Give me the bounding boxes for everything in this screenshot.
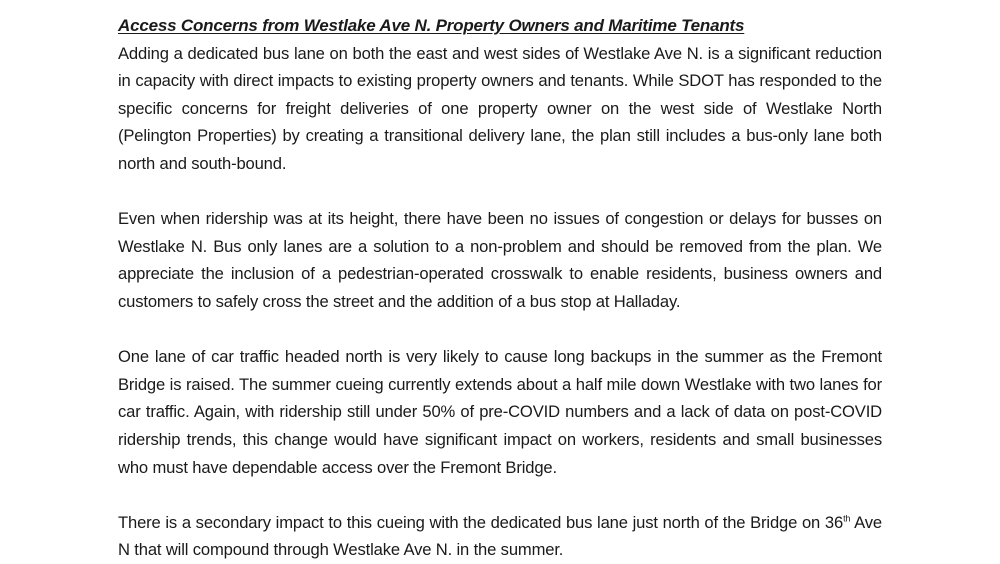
ordinal-superscript: th (843, 513, 851, 524)
paragraph-fremont-bridge-backups: One lane of car traffic headed north is very likely to cause long backups in the summer as the Fremont Bridge is raised. The summer cueing currently extends about a half mile down Westlake with two lanes for car traffic. Again, with ridership still under 50% of pre-COVID numbers and a lack of data on post-COVID ridership trends, this change would have significant impact on workers, residents and small businesses who must have dependable access over the Fremont Bridge. (118, 347, 882, 477)
paragraph-spacer (118, 178, 882, 206)
paragraph-secondary-impact (118, 509, 882, 564)
document-page (118, 12, 882, 564)
paragraph-secondary-impact-text: There is a secondary impact to this cueing with the dedicated bus lane just north of the Bridge on 36 (118, 512, 844, 532)
paragraph-spacer (118, 316, 882, 344)
paragraph-secondary-impact-text-end: Ave N that will compound through Westlake Ave N. in the summer. (118, 512, 882, 560)
paragraph-spacer (118, 481, 882, 509)
section-heading: Access Concerns from Westlake Ave N. Property Owners and Maritime Tenants (118, 16, 745, 35)
paragraph-bus-lane-capacity: Adding a dedicated bus lane on both the east and west sides of Westlake Ave N. is a significant reduction in capacity with direct impacts to existing property owners and tenants. While SDOT has responded to the specific concerns for freight deliveries of one property owner on the west side of Westlake North (Pelington Properties) by creating a transitional delivery lane, the plan still includes a bus-only lane both north and south-bound. (118, 43, 882, 173)
paragraph-ridership-congestion: Even when ridership was at its height, there have been no issues of congestion or delays for busses on Westlake N. Bus only lanes are a solution to a non-problem and should be removed from the plan. We appreciate the inclusion of a pedestrian-operated crosswalk to enable residents, business owners and customers to safely cross the street and the addition of a bus stop at Halladay. (118, 209, 882, 311)
